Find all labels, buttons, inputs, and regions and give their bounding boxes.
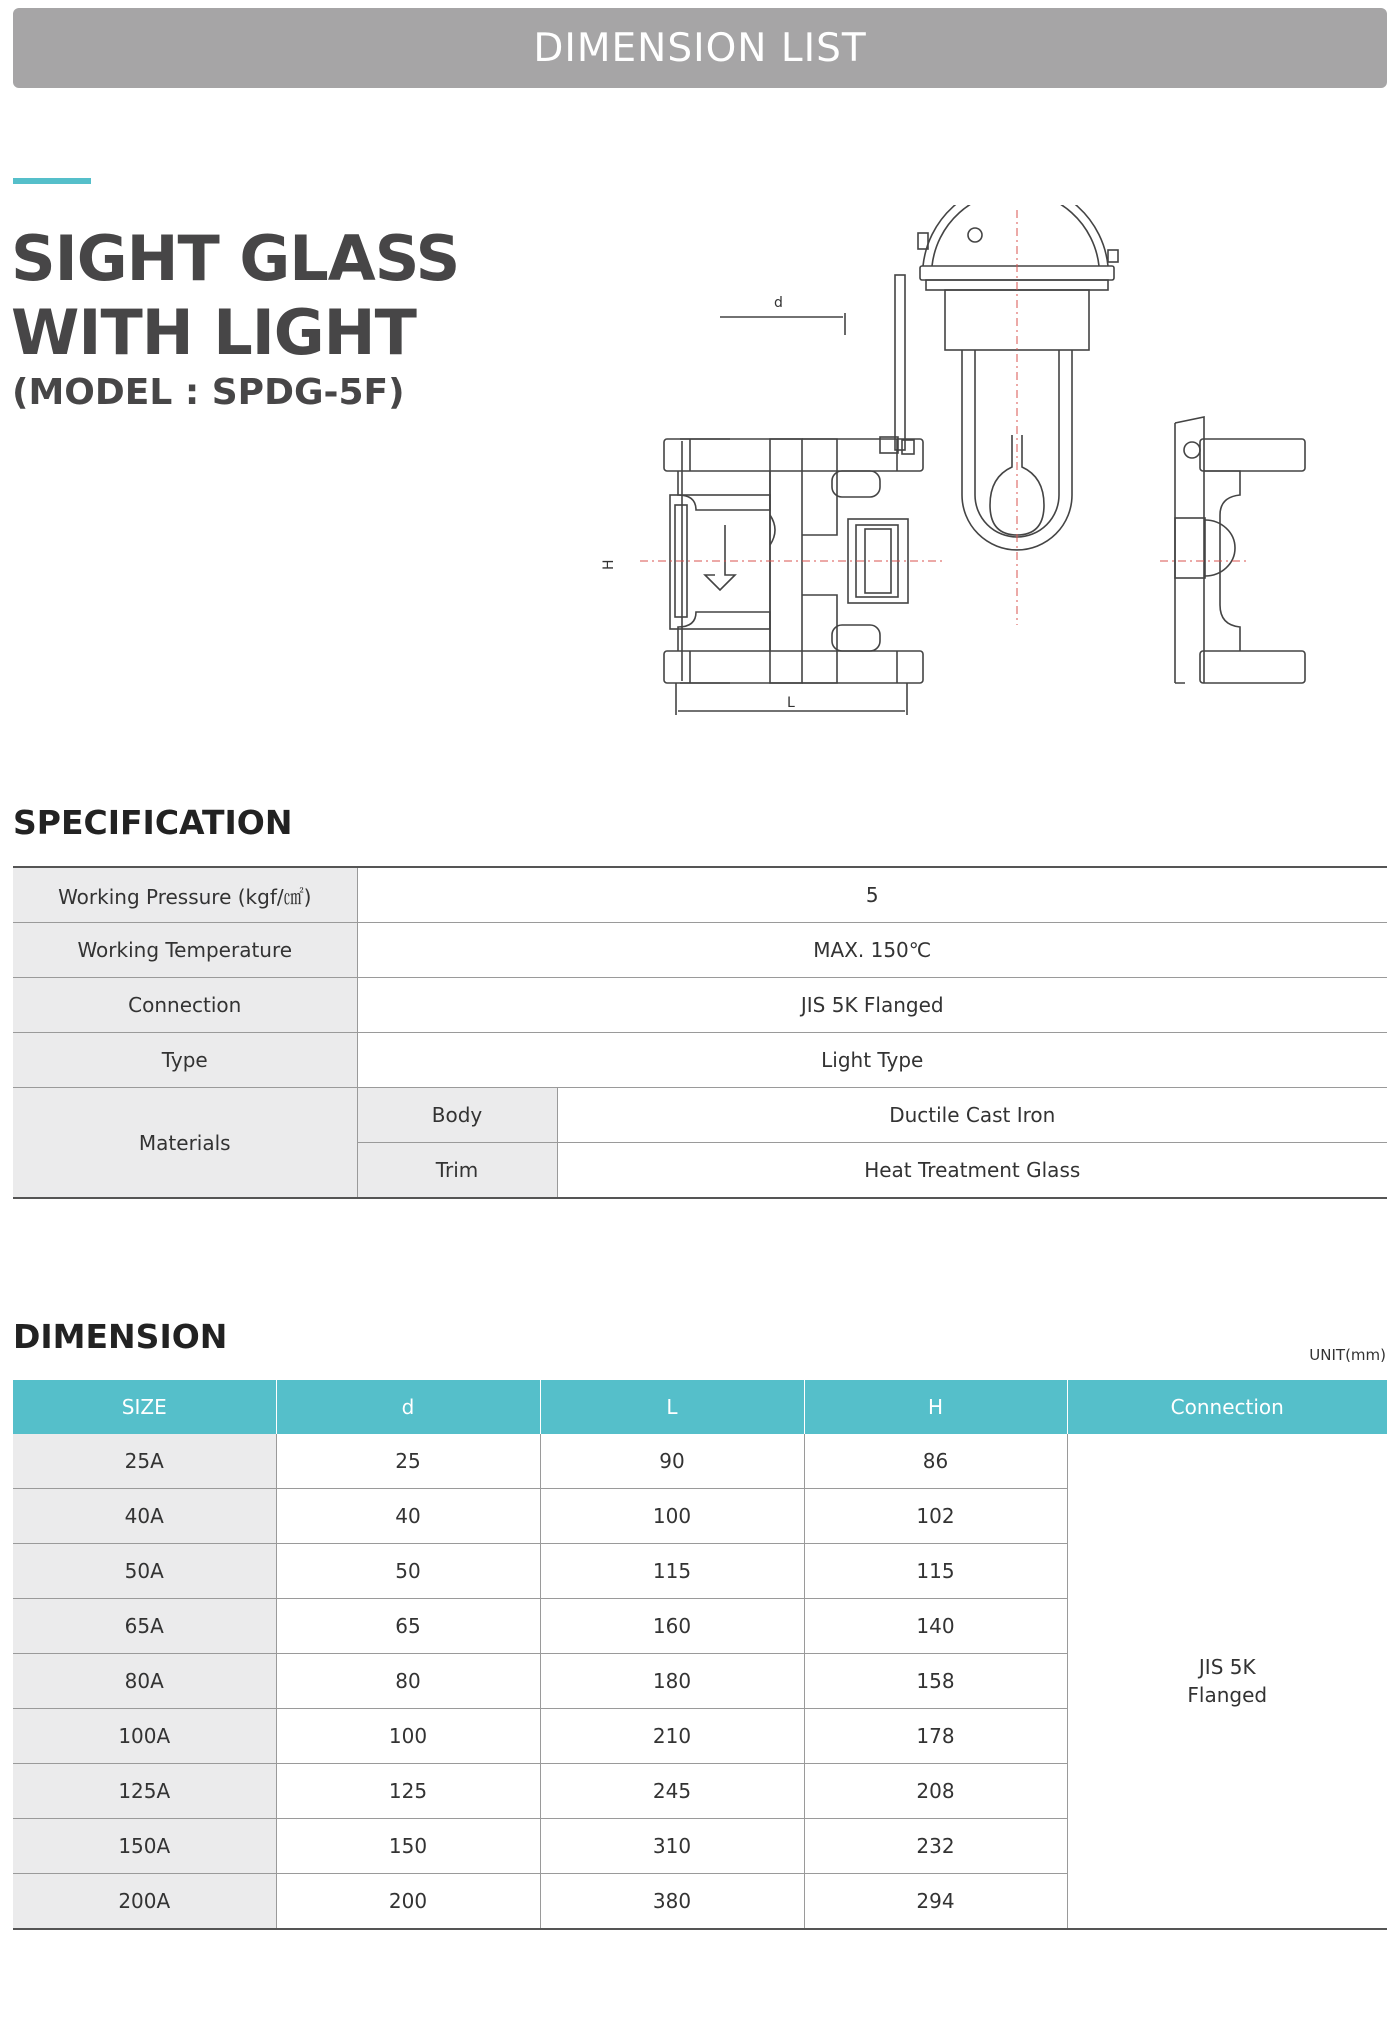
size-cell: 65A bbox=[13, 1599, 276, 1654]
dimension-table bbox=[13, 1380, 1387, 1930]
accent-line bbox=[13, 178, 91, 184]
column-header-d: d bbox=[276, 1380, 540, 1434]
d-cell: 200 bbox=[276, 1874, 540, 1930]
spec-label: Type bbox=[13, 1033, 357, 1088]
top-flange bbox=[664, 439, 923, 471]
table-row bbox=[13, 1434, 1387, 1489]
h-cell: 86 bbox=[804, 1434, 1067, 1489]
size-cell: 40A bbox=[13, 1489, 276, 1544]
table-row bbox=[13, 1088, 1387, 1143]
spec-value: MAX. 150℃ bbox=[357, 923, 1387, 978]
spec-value: 5 bbox=[357, 867, 1387, 923]
d-cell: 40 bbox=[276, 1489, 540, 1544]
label-l: L bbox=[787, 695, 795, 711]
h-cell: 232 bbox=[804, 1819, 1067, 1874]
l-cell: 160 bbox=[540, 1599, 804, 1654]
column-header-l: L bbox=[540, 1380, 804, 1434]
h-cell: 208 bbox=[804, 1764, 1067, 1819]
d-cell: 125 bbox=[276, 1764, 540, 1819]
l-cell: 180 bbox=[540, 1654, 804, 1709]
h-cell: 158 bbox=[804, 1654, 1067, 1709]
size-cell: 25A bbox=[13, 1434, 276, 1489]
column-header-h: H bbox=[804, 1380, 1067, 1434]
size-cell: 100A bbox=[13, 1709, 276, 1764]
table-row bbox=[13, 978, 1387, 1033]
d-cell: 150 bbox=[276, 1819, 540, 1874]
spec-value-body: Ductile Cast Iron bbox=[557, 1088, 1387, 1143]
h-cell: 115 bbox=[804, 1544, 1067, 1599]
product-title bbox=[11, 222, 459, 370]
table-row bbox=[13, 1033, 1387, 1088]
l-cell: 100 bbox=[540, 1489, 804, 1544]
size-cell: 125A bbox=[13, 1764, 276, 1819]
column-header-connection: Connection bbox=[1067, 1380, 1387, 1434]
size-cell: 80A bbox=[13, 1654, 276, 1709]
h-cell: 294 bbox=[804, 1874, 1067, 1930]
table-row bbox=[13, 923, 1387, 978]
spec-label-materials: Materials bbox=[13, 1088, 357, 1199]
label-h: H bbox=[601, 559, 617, 570]
spec-value: Light Type bbox=[357, 1033, 1387, 1088]
l-cell: 245 bbox=[540, 1764, 804, 1819]
technical-drawing bbox=[600, 205, 1360, 745]
d-cell: 65 bbox=[276, 1599, 540, 1654]
unit-label: UNIT(mm) bbox=[1309, 1346, 1386, 1364]
h-cell: 178 bbox=[804, 1709, 1067, 1764]
dimension-title: DIMENSION bbox=[13, 1317, 228, 1356]
connection-line1: JIS 5K bbox=[1198, 1655, 1256, 1679]
connection-cell bbox=[1067, 1434, 1387, 1929]
table-header-row bbox=[13, 1380, 1387, 1434]
bottom-flange bbox=[664, 651, 923, 683]
label-d: d bbox=[774, 295, 783, 311]
l-cell: 90 bbox=[540, 1434, 804, 1489]
specification-table bbox=[13, 866, 1387, 1199]
spec-value: JIS 5K Flanged bbox=[357, 978, 1387, 1033]
d-cell: 25 bbox=[276, 1434, 540, 1489]
size-cell: 200A bbox=[13, 1874, 276, 1930]
l-cell: 210 bbox=[540, 1709, 804, 1764]
spec-label: Connection bbox=[13, 978, 357, 1033]
column-header-size: SIZE bbox=[13, 1380, 276, 1434]
product-title-line1: SIGHT GLASS bbox=[11, 222, 460, 295]
product-model: (MODEL : SPDG-5F) bbox=[12, 372, 405, 413]
spec-label: Working Pressure (kgf/㎠) bbox=[13, 867, 357, 923]
h-cell: 102 bbox=[804, 1489, 1067, 1544]
product-title-line2: WITH LIGHT bbox=[11, 296, 416, 369]
h-cell: 140 bbox=[804, 1599, 1067, 1654]
spec-sublabel-body: Body bbox=[357, 1088, 557, 1143]
size-cell: 50A bbox=[13, 1544, 276, 1599]
d-cell: 100 bbox=[276, 1709, 540, 1764]
l-cell: 380 bbox=[540, 1874, 804, 1930]
size-cell: 150A bbox=[13, 1819, 276, 1874]
specification-title: SPECIFICATION bbox=[13, 803, 293, 842]
d-cell: 80 bbox=[276, 1654, 540, 1709]
spec-value-trim: Heat Treatment Glass bbox=[864, 1158, 1081, 1182]
spec-label: Working Temperature bbox=[13, 923, 357, 978]
l-cell: 310 bbox=[540, 1819, 804, 1874]
d-cell: 50 bbox=[276, 1544, 540, 1599]
l-cell: 115 bbox=[540, 1544, 804, 1599]
spec-sublabel-trim: Trim bbox=[357, 1143, 557, 1199]
header-bar bbox=[13, 8, 1387, 88]
connection-line2: Flanged bbox=[1187, 1683, 1268, 1707]
table-row bbox=[13, 867, 1387, 923]
header-title: DIMENSION LIST bbox=[533, 25, 867, 71]
